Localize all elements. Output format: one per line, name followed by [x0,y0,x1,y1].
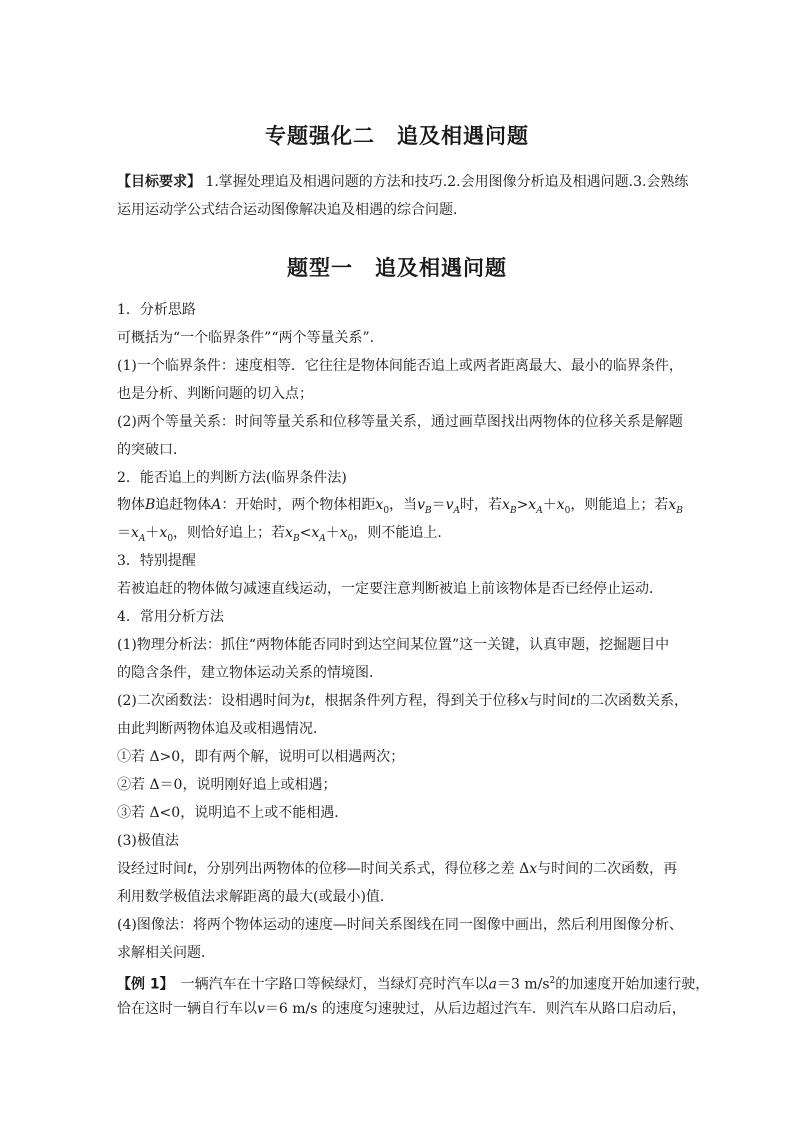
judge-line-1: 物体B追赶物体A：开始时，两个物体相距$x_0$，当$v_B=v_A$时，若$x_B>x_A+x_0$，则能追上；若$x_B$ [117,497,683,516]
paragraph-line: 4．常用分析方法 [117,609,224,625]
objectives-line-2: 运用运动学公式结合运动图像解决追及相遇的综合问题. [117,202,458,218]
example-label: 【例 1】 [117,976,167,993]
extreme-line-1: 设经过时间t，分别列出两物体的位移—时间关系式，得位移之差 Δx与时间的二次函数，再 [117,861,678,877]
paragraph-line: 可概括为“一个临界条件”“两个等量关系”. [117,330,375,346]
paragraph-line: 若被追赶的物体做匀减速直线运动，一定要注意判断被追上前该物体是否已经停止运动． [117,581,663,597]
quad-line-2: 由此判断两物体追及或相遇情况． [117,721,327,737]
judge-line-2: $=x_A+x_0$，则恰好追上；若$x_B<x_A+x_0$，则不能追上． [117,525,452,544]
paragraph-line: 的隐含条件，建立物体运动关系的情境图． [117,665,383,681]
paragraph-line: 1．分析思路 [117,302,196,318]
document-title: 专题强化二 追及相遇问题 [265,124,529,148]
case-line: ①若 Δ>0，即有两个解，说明可以相遇两次； [117,749,405,765]
extreme-line-2: 利用数学极值法求解距离的最大(或最小)值． [117,889,394,905]
paragraph-line: (1)一个临界条件：速度相等．它往往是物体间能否追上或两者距离最大、最小的临界条件， [117,358,683,374]
extreme-head: (3)极值法 [117,833,179,849]
objectives-text-1: 1.掌握处理追及相遇问题的方法和技巧.2.会用图像分析追及相遇问题.3.会熟练 [205,174,689,190]
quad-line-1: (2)二次函数法：设相遇时间为t，根据条件列方程，得到关于位移x与时间t的二次函数关系， [117,693,689,709]
paragraph-line: 的突破口． [117,442,187,458]
paragraph-line: (2)两个等量关系：时间等量关系和位移等量关系，通过画草图找出两物体的位移关系是解题 [117,414,683,430]
paragraph-line: (1)物理分析法：抓住“两物体能否同时到达空间某位置”这一关键，认真审题，挖掘题目中 [117,637,670,653]
example-line-1: 【例 1】 一辆汽车在十字路口等候绿灯，当绿灯亮时汽车以a＝3 $m/s^2$的加速度开始加速行驶， [117,976,710,993]
paragraph-line: 3．特别提醒 [117,553,196,569]
section-title: 题型一 追及相遇问题 [287,256,507,280]
graph-line-1: (4)图像法：将两个物体运动的速度—时间关系图线在同一图像中画出，然后利用图像分析、 [117,917,683,933]
example-line-2: 恰在这时一辆自行车以v＝6 m/s 的速度匀速驶过，从后边超过汽车．则汽车从路口启动后， [117,1001,686,1017]
case-line: ③若 Δ<0，说明追不上或不能相遇． [117,805,349,821]
objectives-line-1 [117,172,697,192]
objectives-label: 【目标要求】 [117,174,201,190]
paragraph-line: 也是分析、判断问题的切入点； [117,386,313,402]
graph-line-2: 求解相关问题． [117,945,215,961]
case-line: ②若 Δ＝0，说明刚好追上或相遇； [117,777,337,793]
paragraph-line: 2．能否追上的判断方法(临界条件法) [117,470,347,486]
